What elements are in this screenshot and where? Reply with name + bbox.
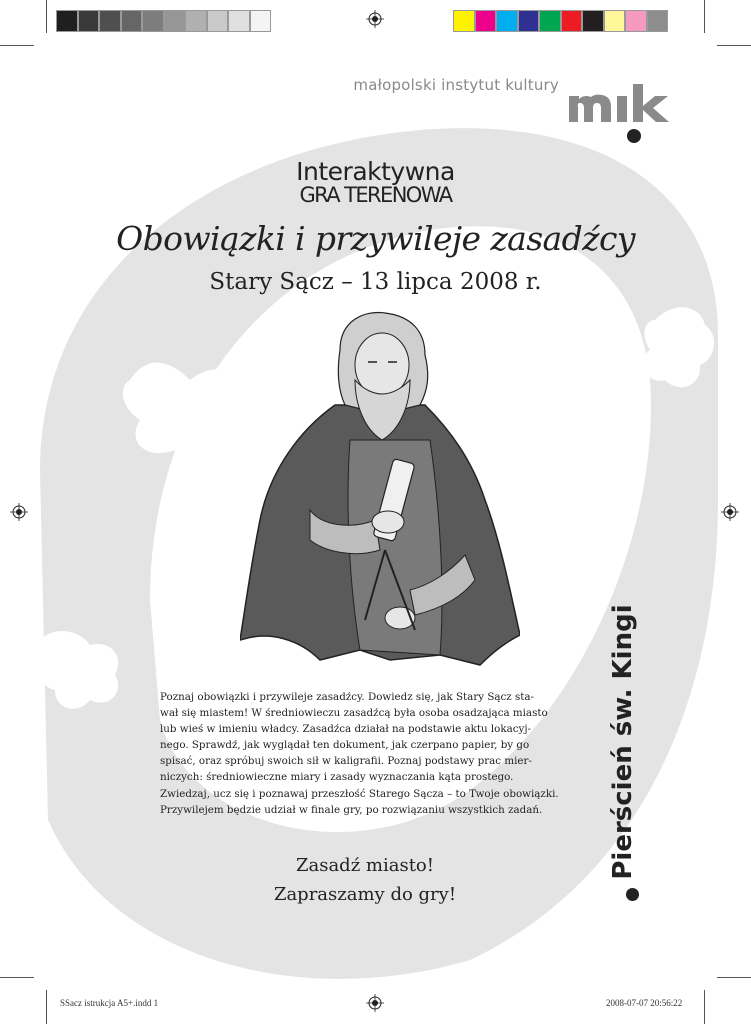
crop-mark — [704, 0, 705, 33]
crop-mark — [46, 990, 47, 1024]
process-color-bar — [453, 10, 668, 32]
registration-mark-icon — [10, 503, 28, 521]
color-swatch — [453, 10, 475, 32]
grayscale-color-bar — [56, 10, 271, 32]
brand-name: małopolski instytut kultury — [353, 76, 559, 94]
paragraph-line: niczych: średniowieczne miary i zasady wyznaczania kąta prostego. — [160, 771, 514, 784]
registration-mark-icon — [721, 503, 739, 521]
registration-mark-icon — [366, 10, 384, 28]
side-title-container — [598, 592, 648, 892]
paragraph-line: nego. Sprawdź, jak wyglądał ten dokument, jak czerpano papier, by go — [160, 739, 530, 752]
side-title: Pierścień św. Kingi — [608, 604, 638, 880]
grayscale-swatch — [250, 10, 272, 32]
page-title: Obowiązki i przywileje zasadźcy — [116, 219, 635, 258]
crop-mark — [0, 977, 34, 978]
grayscale-swatch — [207, 10, 229, 32]
timestamp-slug: 2008-07-07 20:56:22 — [606, 998, 683, 1008]
heading-field-game: GRA TERENOWA — [299, 183, 452, 207]
color-swatch — [518, 10, 540, 32]
color-swatch — [496, 10, 518, 32]
color-swatch — [475, 10, 497, 32]
color-swatch — [604, 10, 626, 32]
registration-mark-icon — [366, 994, 384, 1012]
grayscale-swatch — [164, 10, 186, 32]
color-swatch — [539, 10, 561, 32]
color-swatch — [625, 10, 647, 32]
crop-mark — [0, 45, 34, 46]
event-date-location: Stary Sącz – 13 lipca 2008 r. — [209, 269, 542, 295]
crop-mark — [704, 990, 705, 1024]
color-swatch — [582, 10, 604, 32]
mik-logo-icon — [565, 80, 685, 150]
paragraph-line: lub wieś w imieniu władcy. Zasadźca działał na podstawie aktu lokacyj- — [160, 723, 532, 736]
grayscale-swatch — [56, 10, 78, 32]
grayscale-swatch — [185, 10, 207, 32]
grayscale-swatch — [121, 10, 143, 32]
grayscale-swatch — [99, 10, 121, 32]
heading-interactive: Interaktywna — [296, 157, 455, 186]
color-swatch — [647, 10, 669, 32]
paragraph-line: Zwiedzaj, ucz się i poznawaj przeszłość Starego Sącza – to Twoje obowiązki. — [160, 787, 559, 800]
grayscale-swatch — [78, 10, 100, 32]
description-paragraph — [160, 689, 571, 818]
cta-line-1: Zasadź miasto! — [295, 855, 435, 876]
paragraph-line: Poznaj obowiązki i przywileje zasadźcy. Dowiedz się, jak Stary Sącz sta- — [160, 691, 535, 703]
paragraph-line: spisać, oraz spróbuj swoich sił w kaligrafii. Poznaj podstawy prac mier- — [160, 755, 532, 768]
paragraph-line: Przywilejem będzie udział w finale gry, po rozwiązaniu wszystkich zadań. — [160, 803, 543, 816]
crop-mark — [717, 45, 751, 46]
grayscale-swatch — [142, 10, 164, 32]
bullet-dot-icon — [626, 888, 639, 901]
color-swatch — [561, 10, 583, 32]
crop-mark — [717, 977, 751, 978]
scholar-with-scroll-illustration-icon — [240, 310, 520, 670]
grayscale-swatch — [228, 10, 250, 32]
paragraph-line: wał się miastem! W średniowieczu zasadźcą była osoba osadzająca miasto — [160, 707, 548, 720]
cta-line-2: Zapraszamy do gry! — [273, 884, 457, 905]
file-slug: SSacz istrukcja A5+.indd 1 — [60, 998, 159, 1008]
crop-mark — [46, 0, 47, 33]
